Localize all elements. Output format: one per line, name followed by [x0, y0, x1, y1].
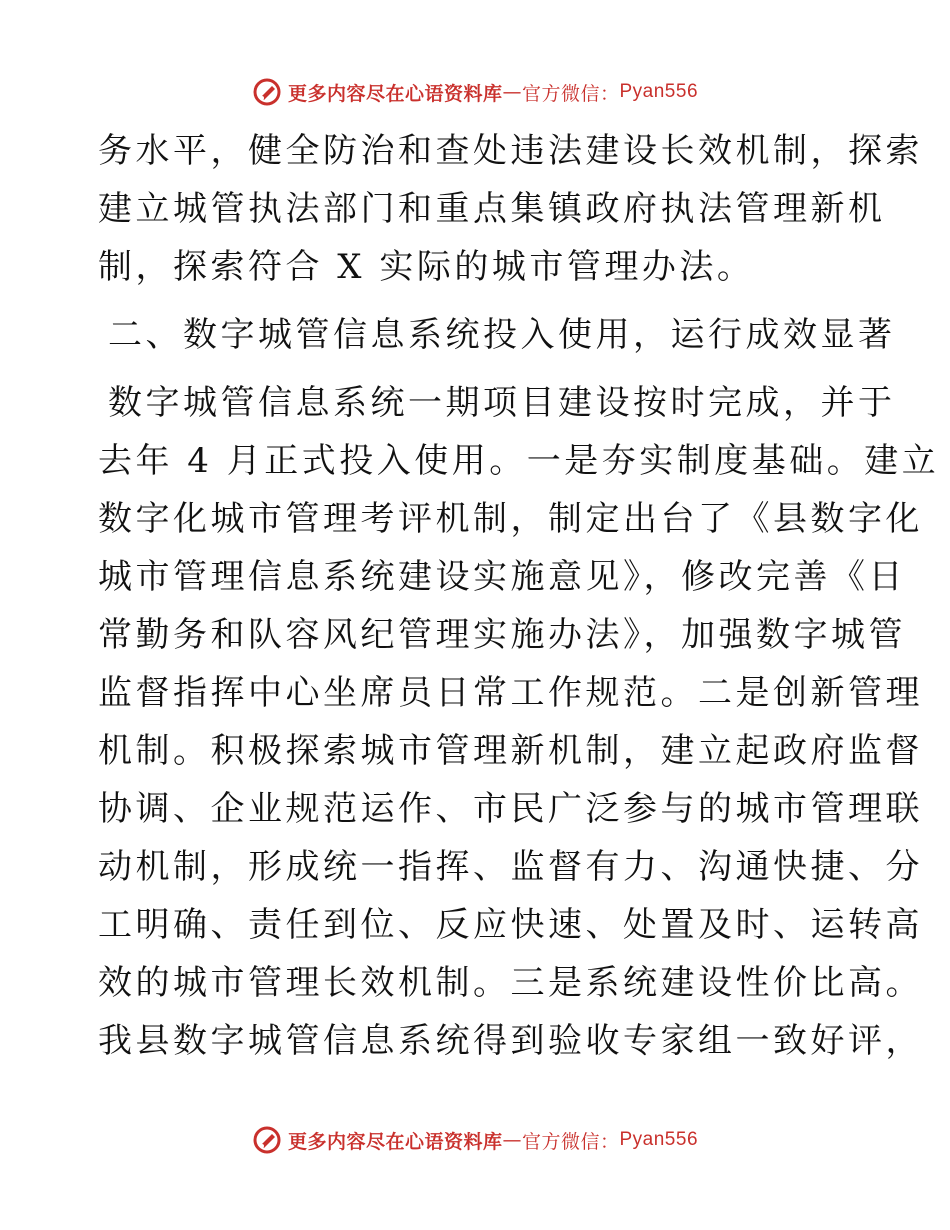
banner-wechat-id: Pyan556: [619, 81, 699, 102]
document-body: [98, 122, 940, 1070]
text-line: 建立城管执法部门和重点集镇政府执法管理新机: [98, 189, 886, 229]
text-line: 工明确、责任到位、反应快速、处置及时、运转高: [98, 905, 923, 945]
text-line: 数字城管信息系统一期项目建设按时完成，并于: [108, 383, 896, 423]
brand-logo-icon: [252, 77, 282, 107]
header-banner: [0, 72, 950, 112]
banner-wechat-id: Pyan556: [619, 1129, 699, 1150]
text-line: 数字化城市管理考评机制，制定出台了《县数字化: [98, 499, 923, 539]
text-line: 去年 4 月正式投入使用。一是夯实制度基础。建立: [98, 441, 940, 481]
banner-sub-text: 官方微信：: [521, 1130, 620, 1153]
heading-line: 二、数字城管信息系统投入使用，运行成效显著: [108, 315, 896, 355]
text-line: 动机制，形成统一指挥、监督有力、沟通快捷、分: [98, 847, 923, 887]
banner-main-text: 更多内容尽在心语资料库: [287, 82, 503, 105]
paragraph-1: [98, 122, 923, 296]
banner-separator: —: [502, 1129, 522, 1151]
text-line: 城市管理信息系统建设实施意见》，修改完善《日: [98, 557, 906, 597]
brand-logo-icon: [252, 1125, 282, 1155]
text-line: 常勤务和队容风纪管理实施办法》，加强数字城管: [98, 615, 906, 655]
banner-separator: —: [502, 81, 522, 103]
text-line: 机制。积极探索城市管理新机制，建立起政府监督: [98, 731, 923, 771]
section-heading: [98, 306, 896, 364]
text-line: 制，探索符合 X 实际的城市管理办法。: [98, 247, 755, 287]
banner-sub-text: 官方微信：: [521, 82, 620, 105]
text-line: 效的城市管理长效机制。三是系统建设性价比高。: [98, 963, 923, 1003]
text-line: 我县数字城管信息系统得到验收专家组一致好评，: [98, 1021, 923, 1061]
footer-banner: [0, 1120, 950, 1160]
paragraph-2: [98, 374, 940, 1070]
text-line: 监督指挥中心坐席员日常工作规范。二是创新管理: [98, 673, 923, 713]
text-line: 务水平，健全防治和查处违法建设长效机制，探索: [98, 131, 923, 171]
banner-main-text: 更多内容尽在心语资料库: [287, 1130, 503, 1153]
text-line: 协调、企业规范运作、市民广泛参与的城市管理联: [98, 789, 923, 829]
